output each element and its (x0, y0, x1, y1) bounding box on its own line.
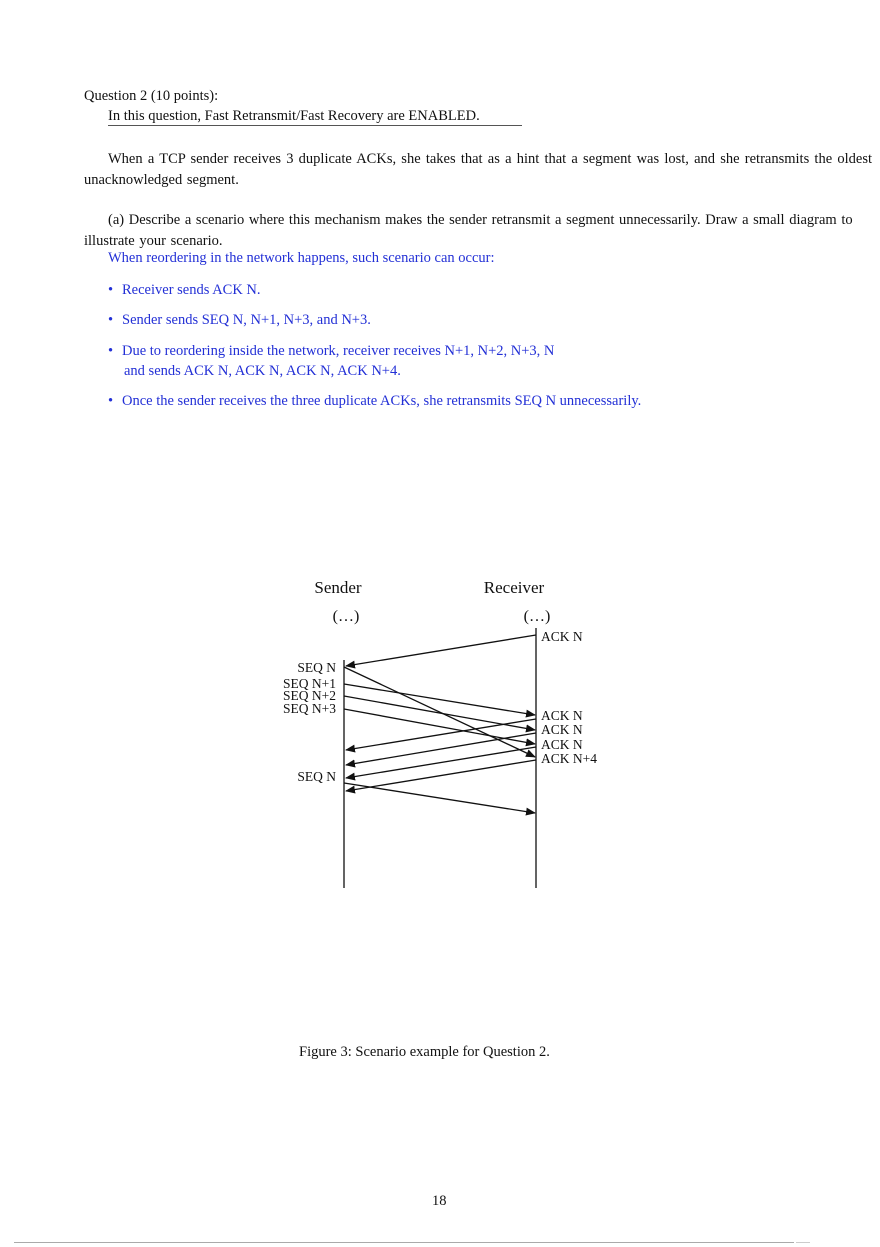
seq-label: SEQ N (297, 660, 336, 675)
answer-bullet-1 (108, 280, 668, 300)
receiver-ellipsis: (…) (523, 608, 551, 625)
bullet-symbol: • (108, 282, 114, 298)
bullet-symbol: • (108, 343, 114, 359)
bullet-text-continued: and sends ACK N, ACK N, ACK N, ACK N+4. (124, 363, 401, 379)
ack-arrow (346, 747, 536, 778)
seq-label: SEQ N+2 (283, 688, 336, 703)
answer-intro: When reordering in the network happens, such scenario can occur: (108, 250, 495, 266)
footer-divider-end (796, 1242, 810, 1243)
question-paragraph: When a TCP sender receives 3 duplicate ACKs, she takes that as a hint that a segment was lost, and she retransmits the oldest unacknowledged segment. (84, 151, 872, 188)
tcp-sequence-diagram (260, 570, 620, 900)
seq-label: SEQ N (297, 769, 336, 784)
ack-arrow (346, 760, 536, 791)
page-number: 18 (432, 1193, 447, 1209)
bullet-symbol: • (108, 312, 114, 328)
seq-arrow (344, 667, 535, 757)
answer-bullet-4 (108, 391, 808, 411)
answer-bullet-3 (108, 341, 668, 381)
answer-bullet-2 (108, 310, 668, 330)
footer-divider (14, 1242, 794, 1243)
ack-arrow (346, 733, 536, 765)
ack-arrow (346, 635, 536, 666)
intro-underline (108, 125, 522, 126)
sender-heading: Sender (314, 578, 362, 597)
ack-label: ACK N (541, 737, 583, 752)
ack-label: ACK N (541, 629, 583, 644)
ack-label: ACK N+4 (541, 751, 597, 766)
question-part-a: (a) Describe a scenario where this mechanism makes the sender retransmit a segment unnecessarily. Draw a small diagram to illustrate your scenario. (84, 212, 853, 249)
seq-arrow (344, 709, 535, 744)
seq-label: SEQ N+1 (283, 676, 336, 691)
seq-arrow (344, 684, 535, 715)
seq-arrow (344, 783, 535, 813)
figure-caption: Figure 3: Scenario example for Question 2. (299, 1044, 550, 1060)
ack-label: ACK N (541, 722, 583, 737)
bullet-symbol: • (108, 393, 114, 409)
ack-arrow (346, 719, 536, 750)
seq-arrow (344, 696, 535, 730)
bullet-text: Once the sender receives the three duplicate ACKs, she retransmits SEQ N unnecessarily. (122, 393, 642, 409)
bullet-text: Sender sends SEQ N, N+1, N+3, and N+3. (122, 312, 371, 328)
ack-label: ACK N (541, 708, 583, 723)
sender-ellipsis: (…) (332, 608, 360, 625)
bullet-text: Due to reordering inside the network, receiver receives N+1, N+2, N+3, N (122, 343, 555, 359)
bullet-text: Receiver sends ACK N. (122, 282, 261, 298)
question-title: Question 2 (10 points): (84, 88, 219, 104)
question-intro: In this question, Fast Retransmit/Fast Recovery are ENABLED. (108, 108, 480, 124)
seq-label: SEQ N+3 (283, 701, 336, 716)
receiver-heading: Receiver (483, 578, 545, 597)
